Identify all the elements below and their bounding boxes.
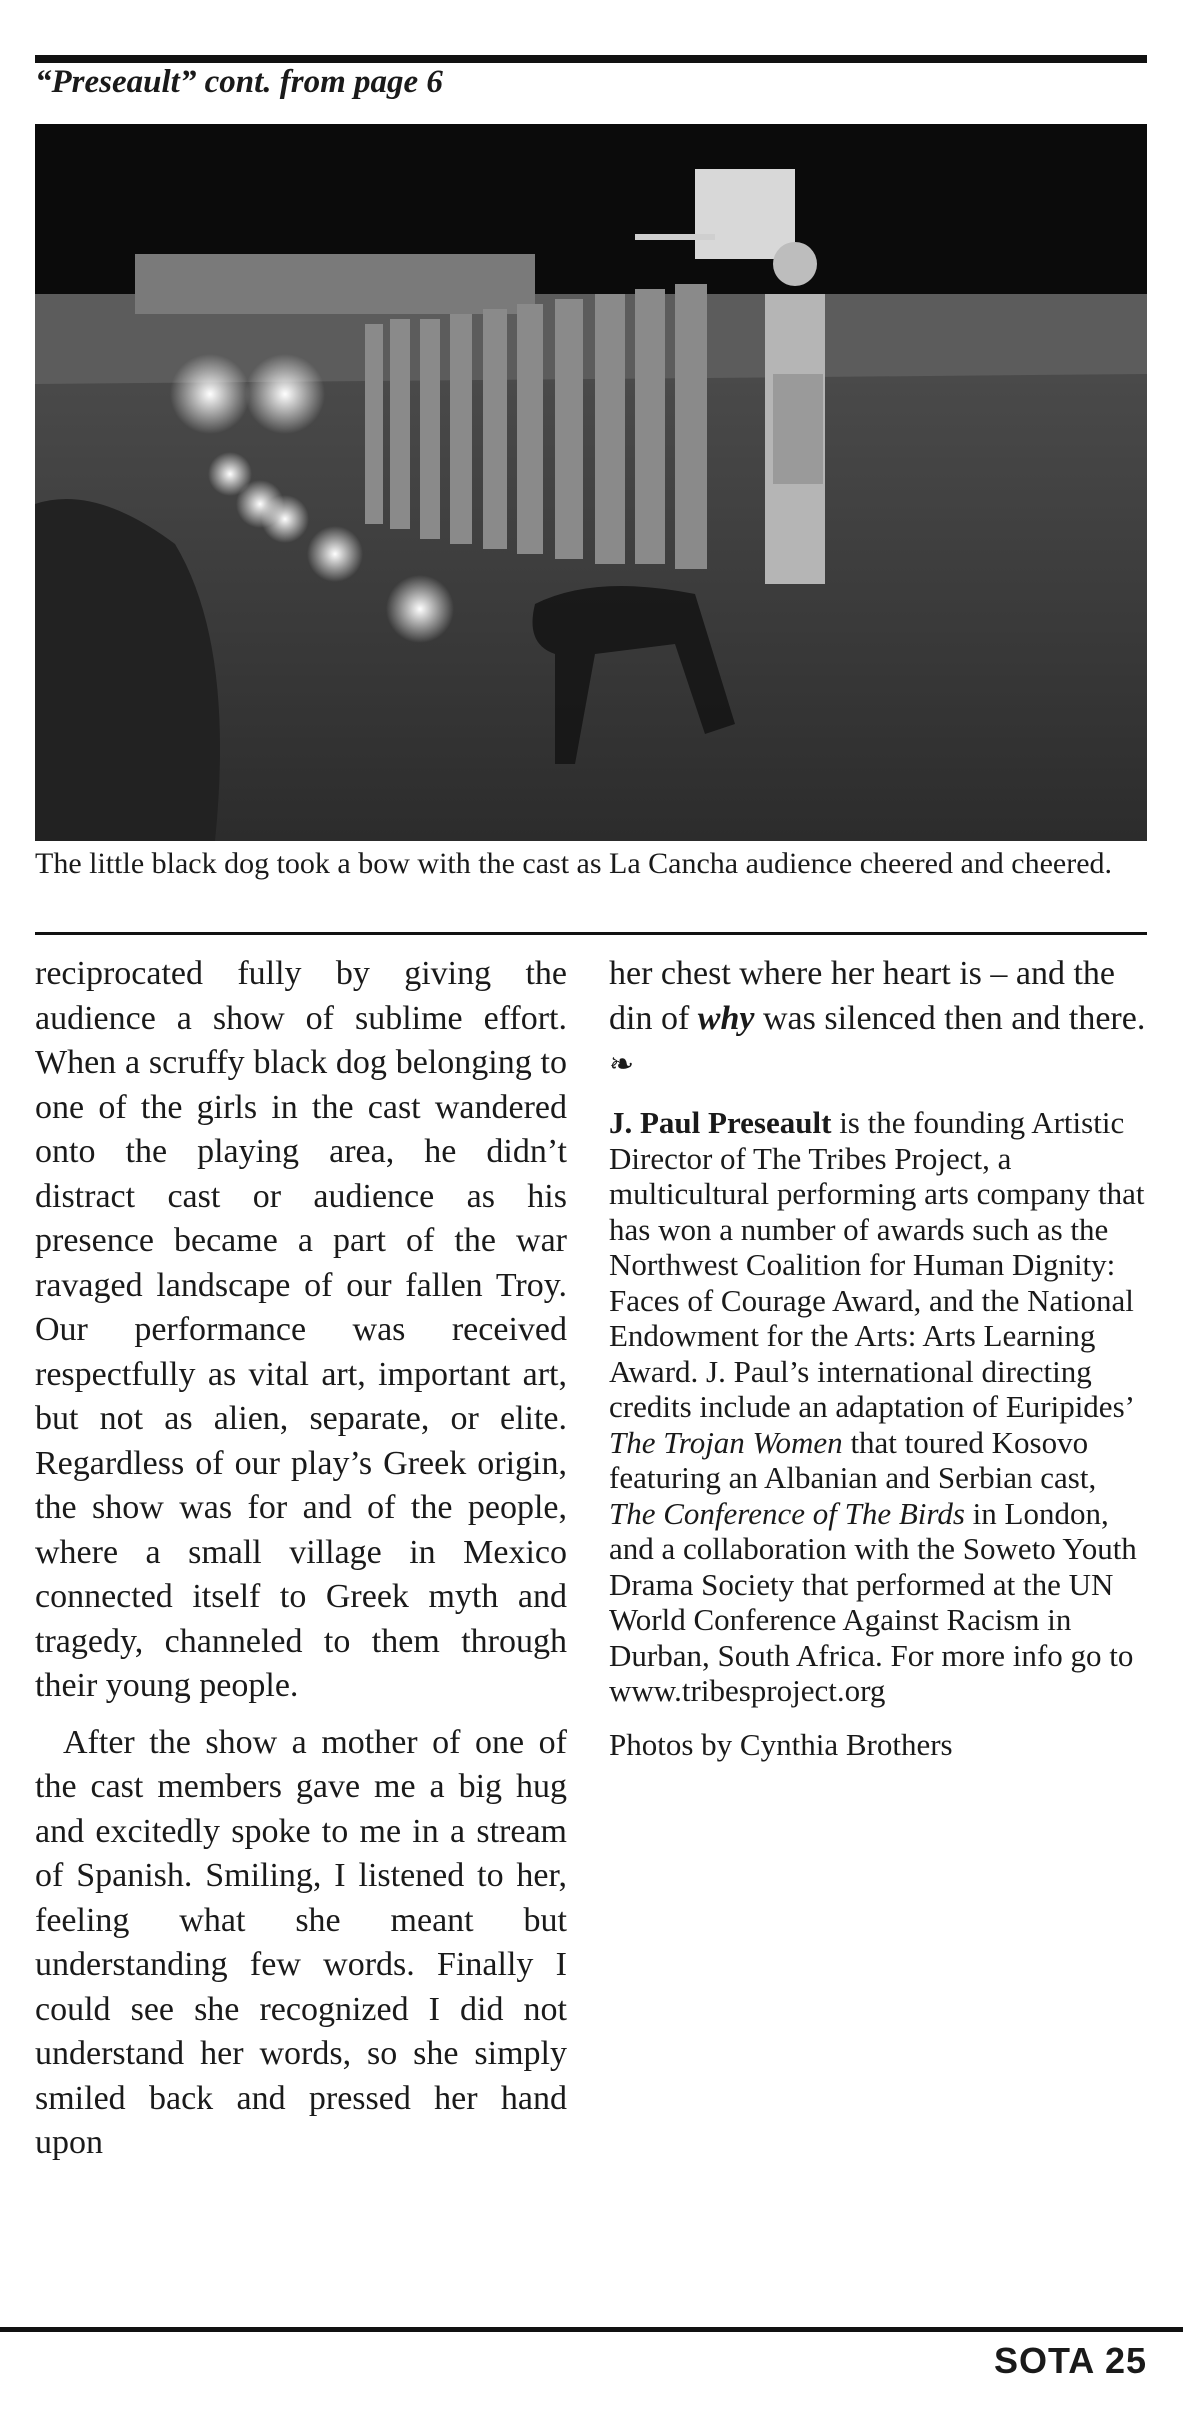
article-right-column <box>609 952 1147 1763</box>
continuation-kicker: “Preseault” cont. from page 6 <box>35 64 443 100</box>
bio-text: that toured Kosovo featuring an Albanian and Serbian cast, <box>609 1424 1097 1496</box>
top-rule <box>35 55 1147 63</box>
photo-credit: Photos by Cynthia Brothers <box>609 1726 953 1762</box>
fleuron-end-mark-icon: ❧ <box>609 1047 635 1081</box>
article-paragraph-continued <box>609 952 1147 1087</box>
bio-work-title: The Conference of The Birds <box>609 1495 965 1531</box>
article-paragraph: After the show a mother of one of the cast members gave me a big hug and excitedly spoke to me in a stream of Spanish. Smiling, I listened to her, feeling what she meant but understanding few words. Finally I could see she recognized I did not understand her words, so she simply smiled back and pressed her hand upon <box>35 1723 567 2161</box>
bottom-rule <box>0 2327 1183 2332</box>
bio-text: is the founding Artistic Director of The Tribes Project, a multicultural performing arts company that has won a number of awards such as the Northwest Coalition for Human Dignity: Faces of Courage Award, and the National Endowment for the Arts: Arts Learning Award. J. Paul’s international directing credits include an adaptation of Euripides’ <box>609 1105 1145 1425</box>
photo-illustration <box>35 124 1147 841</box>
article-paragraph: reciprocated fully by giving the audience a show of sublime effort. When a scruffy black dog belonging to one of the girls in the cast wandered onto the playing area, he didn’t distract cast or audience as his presence became a part of the war ravaged landscape of our fallen Troy. Our performance was received respectfully as vital art, important art, but not as alien, separate, or elite. Regardless of our play’s Greek origin, the show was for and of the people, where a small village in Mexico connected itself to Greek myth and tragedy, channeled to them through their young people. <box>35 955 567 1704</box>
author-name: J. Paul Preseault <box>609 1105 832 1141</box>
continued-text-end: was silenced then and there. <box>754 999 1146 1037</box>
caption-rule <box>35 932 1147 935</box>
performance-photo <box>35 124 1147 841</box>
page-folio: SOTA 25 <box>993 2340 1147 2381</box>
article-left-column <box>35 952 567 2166</box>
bio-work-title: The Trojan Women <box>609 1424 843 1460</box>
bio-text: in London, and a collaboration with the Soweto Youth Drama Society that performed at the UN World Conference Against Racism in Durban, South Africa. For more info go to www.tribesproject.org <box>609 1495 1137 1709</box>
continued-text: her chest where her heart is – and the din of <box>609 955 1115 1037</box>
emphasis-why: why <box>697 999 755 1037</box>
author-bio <box>609 1105 1147 1709</box>
photo-caption: The little black dog took a bow with the cast as La Cancha audience cheered and cheered. <box>35 847 1113 880</box>
